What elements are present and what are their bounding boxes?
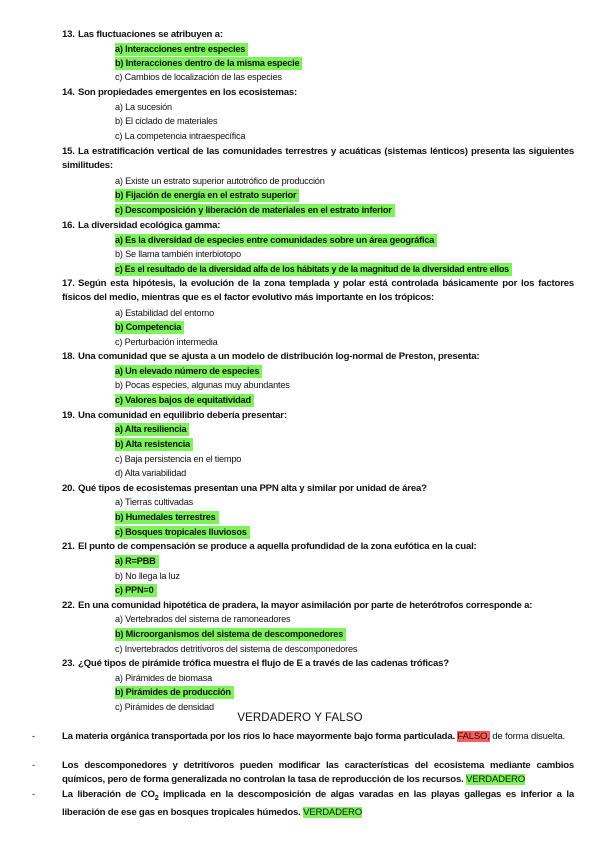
answer-label: FALSO, [457,731,490,742]
option-13a: a) Interacciones entre especies [115,43,248,56]
option-19d: d) Alta variabilidad [115,468,187,478]
option-16c: c) Es el resultado de la diversidad alfa de los hábitats y de la magnitud de la diversidad entre ellos [115,263,512,276]
question-15: 15. La estratificación vertical de las comunidades terrestres y acuáticas (sistemas lénticos) presenta las siguientes similitudes: [62,146,574,171]
question-text: En una comunidad hipotética de pradera, la mayor asimilación por parte de heterótrofos corresponde a: [78,600,533,611]
option-13c: c) Cambios de localización de las especies [115,72,282,82]
question-23: 23. ¿Qué tipos de pirámide trófica muestra el flujo de E a través de las cadenas tróficas? [62,658,449,669]
statement-text: La liberación de $CO_2$ implicada en la descomposición de algas varadas en las playas gallegas es inferior a la liberación de ese gas en bosques tropicales húmedos. [62,789,574,818]
option-21c: c) PPN=0 [115,584,157,597]
question-22: 22. En una comunidad hipotética de pradera, la mayor asimilación por parte de heterótrofos corresponde a: [62,600,533,611]
bullet-dash: - [32,789,35,800]
option-14b: b) El ciclado de materiales [115,116,218,126]
question-16: 16. La diversidad ecológica gamma: [62,220,221,231]
option-15a: a) Existe un estrato superior autotrófico de producción [115,176,325,186]
option-20c: c) Bosques tropicales lluviosos [115,526,250,539]
option-20b: b) Humedales terrestres [115,511,219,524]
option-18b: b) Pocas especies, algunas muy abundantes [115,380,290,390]
question-21: 21. El punto de compensación se produce a aquella profundidad de la zona eufótica en la cual: [62,541,477,552]
option-16a: a) Es la diversidad de especies entre comunidades sobre un área geográfica [115,234,437,247]
statement-text: Los descomponedores y detritívoros pueden modificar las características del ecosistema mediante cambios químicos, pero de forma generalizada no controlan la tasa de reproducción de los recursos. [62,760,574,785]
option-16b: b) Se llama también interbiotopo [115,249,241,259]
option-22b: b) Microorganismos del sistema de descomponedores [115,628,346,641]
statement-text: La materia orgánica transportada por los ríos lo hace mayormente bajo forma particulada. [62,731,455,742]
option-13b: b) Interacciones dentro de la misma especie [115,57,302,70]
option-23c: c) Pirámides de densidad [115,702,214,712]
option-17c: c) Perturbación intermedia [115,337,218,347]
question-17: 17. Según esta hipótesis, la evolución de la zona templada y polar está controlada básicamente por los factores físicos del medio, mientras que es el factor evolutivo más importante en los trópicos: [62,278,574,303]
answer-label: VERDADERO [303,806,363,818]
question-14: 14. Son propiedades emergentes en los ecosistemas: [62,87,297,98]
question-text: Según esta hipótesis, la evolución de la zona templada y polar está controlada básicamente por los factores físicos del medio, mientras que es el factor evolutivo más importante en los trópicos: [62,278,574,303]
question-text: Son propiedades emergentes en los ecosistemas: [78,87,297,98]
question-text: ¿Qué tipos de pirámide trófica muestra el flujo de E a través de las cadenas tróficas? [78,658,449,669]
question-19: 19. Una comunidad en equilibrio debería presentar: [62,410,287,421]
option-14a: a) La sucesión [115,102,172,112]
option-15c: c) Descomposición y liberación de materiales en el estrato inferior [115,204,395,217]
option-17b: b) Competencia [115,321,184,334]
option-20a: a) Tierras cultivadas [115,497,194,507]
bullet-dash: - [32,731,35,742]
tf-item-2 [32,759,574,787]
option-18c: c) Valores bajos de equitatividad [115,394,254,407]
answer-label: VERDADERO [466,774,526,785]
section-title: VERDADERO Y FALSO [237,712,363,724]
question-13: 13. Las fluctuaciones se atribuyen a: [62,29,223,40]
question-text: La diversidad ecológica gamma: [78,220,221,231]
option-19b: b) Alta resistencia [115,438,193,451]
option-23b: b) Pirámides de producción [115,686,234,699]
option-22c: c) Invertebrados detritívoros del sistema de descomponedores [115,644,358,654]
option-22a: a) Vertebrados del sistema de ramoneadores [115,614,291,624]
question-text: Qué tipos de ecosistemas presentan una PPN alta y similar por unidad de área? [78,483,427,494]
option-18a: a) Un elevado número de especies [115,365,262,378]
option-14c: c) La competencia intraespecífica [115,131,246,141]
question-text: Una comunidad que se ajusta a un modelo de distribución log-normal de Preston, presenta: [78,351,480,362]
question-text: Las fluctuaciones se atribuyen a: [78,29,223,40]
bullet-dash: - [32,760,35,771]
tf-item-3 [32,788,574,820]
option-23a: a) Pirámides de biomasa [115,673,213,683]
question-text: La estratificación vertical de las comunidades terrestres y acuáticas (sistemas lénticos) presenta las siguientes similitudes: [62,146,574,171]
option-21a: a) R=PBB [115,555,159,568]
question-text: Una comunidad en equilibrio debería presentar: [78,410,287,421]
option-19c: c) Baja persistencia en el tiempo [115,454,242,464]
option-19a: a) Alta resiliencia [115,423,189,436]
answer-note: de forma disuelta. [489,731,565,742]
option-21b: b) No llega la luz [115,571,180,581]
option-17a: a) Estabilidad del entorno [115,308,214,318]
question-text: El punto de compensación se produce a aquella profundidad de la zona eufótica en la cual: [78,541,477,552]
question-20: 20. Qué tipos de ecosistemas presentan una PPN alta y similar por unidad de área? [62,483,427,494]
question-18: 18. Una comunidad que se ajusta a un modelo de distribución log-normal de Preston, presenta: [62,351,480,362]
tf-item-1 [32,730,574,744]
option-15b: b) Fijación de energía en el estrato superior [115,189,299,202]
